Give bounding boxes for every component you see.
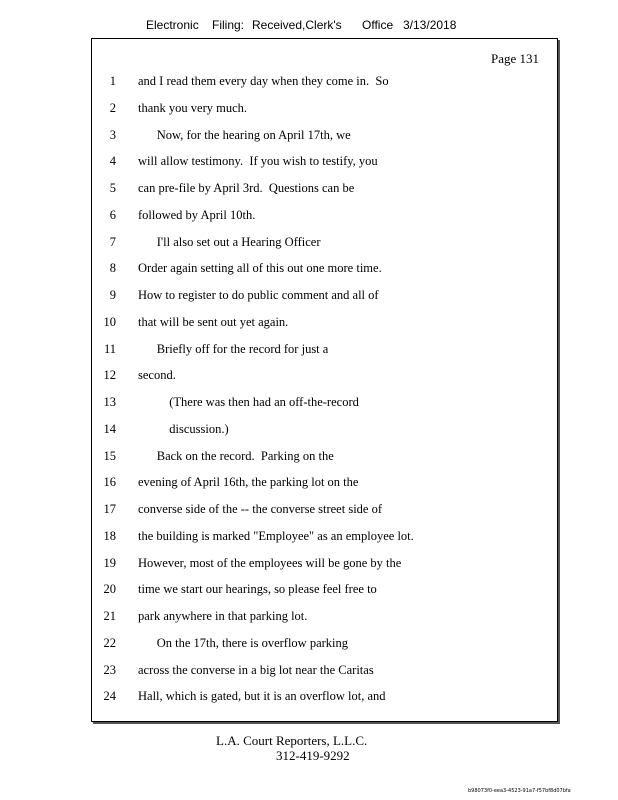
line-number: 3 (109, 127, 116, 142)
line-text: discussion.) (138, 421, 229, 436)
transcript-line (92, 74, 557, 94)
line-text: On the 17th, there is overflow parking (138, 635, 349, 650)
header-word-received: Received,Clerk's (252, 18, 342, 32)
transcript-line (92, 101, 557, 121)
line-text: Order again setting all of this out one more time. (138, 261, 382, 276)
transcript-line (92, 663, 557, 683)
line-number: 13 (103, 395, 116, 409)
transcript-line (92, 422, 557, 442)
line-number: 22 (103, 635, 116, 650)
header-word-office: Office (362, 18, 394, 32)
line-text: will allow testimony. If you wish to testify, you (138, 154, 378, 169)
transcript-line (92, 208, 557, 228)
header-word-filing: Filing: (212, 18, 245, 32)
line-number: 21 (103, 609, 116, 623)
line-text: Now, for the hearing on April 17th, we (138, 127, 351, 142)
transcript-line (92, 235, 557, 255)
line-text: park anywhere in that parking lot. (138, 609, 308, 623)
line-number: 11 (103, 341, 116, 356)
transcript-line (92, 475, 557, 495)
reporter-name: L.A. Court Reporters, L.L.C. (216, 733, 368, 748)
line-number: 7 (109, 234, 116, 249)
line-text: thank you very much. (138, 100, 248, 115)
line-text: (There was then had an off-the-record (138, 395, 359, 409)
line-number: 23 (103, 662, 116, 677)
header-word-electronic: Electronic (146, 18, 199, 32)
transcript-line (92, 609, 557, 629)
line-number: 19 (103, 555, 116, 570)
line-text: followed by April 10th. (138, 207, 256, 222)
transcript-line (92, 128, 557, 148)
transcript-line (92, 315, 557, 335)
line-text: However, most of the employees will be gone by the (138, 555, 402, 570)
line-number: 15 (103, 448, 116, 463)
line-number: 10 (103, 314, 116, 329)
line-number: 14 (103, 421, 116, 436)
line-number: 5 (109, 181, 116, 195)
transcript-line (92, 368, 557, 388)
line-text: Hall, which is gated, but it is an overflow lot, and (138, 689, 386, 704)
transcript-line (92, 556, 557, 576)
reporter-phone: 312-419-9292 (276, 748, 350, 763)
line-number: 2 (109, 100, 116, 115)
transcript-line (92, 288, 557, 308)
transcript-line (92, 449, 557, 469)
line-number: 8 (109, 261, 116, 276)
transcript-line (92, 261, 557, 281)
line-number: 20 (103, 582, 116, 597)
line-number: 9 (109, 288, 116, 302)
line-text: the building is marked "Employee" as an employee lot. (138, 528, 414, 543)
transcript-line (92, 154, 557, 174)
header-date: 3/13/2018 (403, 18, 457, 32)
transcript-line (92, 689, 557, 709)
line-text: and I read them every day when they come in. So (138, 74, 389, 88)
transcript-line (92, 636, 557, 656)
transcript-page (91, 38, 558, 722)
line-text: How to register to do public comment and all of (138, 288, 379, 302)
page-number: Page 131 (490, 51, 539, 66)
line-text: converse side of the -- the converse street side of (138, 502, 383, 516)
transcript-line (92, 181, 557, 201)
line-number: 1 (109, 74, 116, 88)
line-number: 12 (103, 368, 116, 383)
transcript-line (92, 582, 557, 602)
line-number: 4 (109, 154, 116, 169)
line-text: across the converse in a big lot near the Caritas (138, 662, 374, 677)
document-id: b98073f0-eea3-4523-91a7-f57bf8d07bfa (468, 788, 571, 794)
line-text: I'll also set out a Hearing Officer (138, 234, 321, 249)
line-number: 24 (103, 689, 116, 704)
line-text: evening of April 16th, the parking lot on the (138, 475, 359, 490)
transcript-line (92, 529, 557, 549)
line-text: that will be sent out yet again. (138, 314, 289, 329)
transcript-line (92, 342, 557, 362)
transcript-line (92, 395, 557, 415)
line-text: Briefly off for the record for just a (138, 341, 329, 356)
line-number: 16 (103, 475, 116, 490)
line-number: 18 (103, 528, 116, 543)
line-text: Back on the record. Parking on the (138, 448, 334, 463)
transcript-line (92, 502, 557, 522)
line-number: 6 (109, 207, 116, 222)
line-number: 17 (103, 502, 116, 516)
line-text: can pre-file by April 3rd. Questions can be (138, 181, 355, 195)
line-text: second. (138, 368, 176, 383)
filing-header (0, 18, 618, 36)
line-text: time we start our hearings, so please feel free to (138, 582, 377, 597)
